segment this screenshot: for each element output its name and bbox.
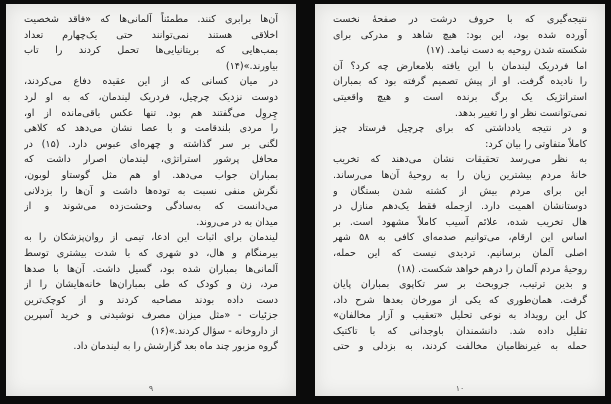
right-book-page	[315, 4, 605, 396]
text-line: آلمانی‌ها بمباران شده بود، گسیل داشت. آن‌ها با صدها	[24, 263, 278, 275]
text-line: و در نتیجه یادداشتی که برای چرچیل فرستاد چیز	[333, 123, 587, 135]
text-line: چِروِل می‌گفتند هم بود. تنها عکس باقی‌مانده از او،	[24, 107, 278, 119]
right-page-number: ۱۰	[455, 384, 465, 393]
text-line: کاملاً متفاوتی را بیان کرد:	[485, 138, 587, 150]
right-page-text-column	[333, 12, 587, 355]
text-line: به نظر می‌رسد تحقیقات نشان می‌دهند که تخریب	[333, 154, 587, 166]
text-line: بمباران جواب می‌دهد. او هم مثل گوستاو لوبون،	[24, 169, 278, 181]
text-line: استراتژیک یک برگ برنده است و هیچ واقعیتی	[333, 91, 587, 103]
text-line: نگرش منفی نسبت به توده‌ها داشت و آن‌ها را بزدلانی	[24, 185, 278, 197]
text-line: بیاورند.»(۱۴)	[225, 60, 278, 72]
text-line: مرد، زن و کودک که طی بمباران‌ها خانه‌هایشان را از	[24, 279, 278, 291]
text-line: میدان به در می‌روند.	[196, 216, 278, 228]
text-line: نمی‌توانست نظر او را تغییر بدهد.	[454, 107, 587, 119]
text-line: بیرمنگام و هال، دو شهری که با شدت بیشتری توسط	[24, 247, 278, 259]
text-line: گروه مزبور چند ماه بعد گزارشش را به لیندمان داد.	[73, 341, 278, 353]
text-line: دوست نزدیک چرچیل، فردریک لیندمان، که به او لرد	[24, 91, 278, 103]
text-line: بمب‌هایی که بریتانیایی‌ها تحمل کردند را تاب	[24, 45, 278, 57]
left-book-page	[6, 4, 296, 396]
text-line: اما فردریک لیندمان با این یافته بلامعارض چه کرد؟ آن	[333, 60, 587, 72]
text-line: شکسته شدن روحیه به دست نیامد. (۱۷)	[426, 45, 587, 57]
text-line: اخلاقی هستند نمی‌توانند حتی یک‌چهارم تعداد	[24, 29, 278, 41]
text-line: از داروخانه - سؤال کردند.»(۱۶)	[150, 325, 278, 337]
text-line: جزئیات - «مثل میزان مصرف نوشیدنی و خرید آسپرین	[24, 310, 278, 322]
text-line: تقلیل داده شد. دانشمندان باوجدانی که با تاکتیک	[333, 325, 587, 337]
text-line: دوستانشان اهمیت دارد. ازجمله فقط یک‌دهم منازل در	[333, 201, 587, 213]
text-line: این برای مردم بیش از کشته شدن بستگان و	[333, 185, 587, 197]
text-line: می‌دانست که به‌سادگی وحشت‌زده می‌شوند و از	[24, 201, 278, 213]
text-line: لگنی بر سر گذاشته و چهره‌ای عبوس دارد. (۱۵) در	[24, 138, 278, 150]
text-line: خانهٔ مردم بیشترین زیان را به روحیهٔ آن‌ها می‌رساند.	[333, 169, 587, 181]
text-line: در میان کسانی که از این عقیده دفاع می‌کردند،	[24, 76, 278, 88]
text-line: دست داده بودند مصاحبه کردند و از کوچک‌ترین	[24, 294, 278, 306]
text-line: آورده شده بود، این بود: هیچ شاهد و مدرکی برای	[333, 29, 587, 41]
text-line: را نادیده گرفت. او از پیش تصمیم گرفته بود که بمباران	[333, 76, 587, 88]
left-page-text-column	[24, 12, 278, 355]
text-line: و بدین ترتیب، جروبحث بر سر تکاپوی بمباران پایان	[333, 279, 587, 291]
text-line: گرفت. همان‌طوری که یکی از مورخان بعدها شرح داد،	[333, 294, 587, 306]
text-line: اساس این ارقام، می‌توانیم صدمه‌ای کافی به ۵۸ شهر	[333, 232, 587, 244]
text-line: روحیهٔ مردم آلمان را درهم خواهد شکست. (۱۸)	[397, 263, 587, 275]
text-line: محافل پرشور استراتژی، لیندمان اصرار داشت که	[24, 154, 278, 166]
text-line: کل این رویداد به نوعی تحلیل «تعقیب و آزار مخالفان»	[333, 310, 587, 322]
left-page-number: ۹	[148, 384, 154, 393]
text-line: لیندمان برای اثبات این ادعا، تیمی از روان‌پزشکان را به	[24, 232, 278, 244]
text-line: هال تخریب شده، علائم آسیب کاملاً مشهود است. بر	[333, 216, 587, 228]
text-line: حمله به غیرنظامیان مخالفت کردند، به بزدلی و حتی	[333, 341, 587, 353]
text-line: آن‌ها برابری کنند. مطمئناً آلمانی‌ها که «فاقد شخصیت	[24, 14, 278, 25]
text-line: نتیجه‌گیری که با حروف درشت در صفحهٔ نخست	[333, 14, 587, 25]
text-line: اصلی آلمان برسانیم. تردیدی نیست که این حمله،	[333, 247, 587, 259]
text-line: را مردی بلندقامت و با عصا نشان می‌دهد که کلاهی	[24, 123, 278, 135]
